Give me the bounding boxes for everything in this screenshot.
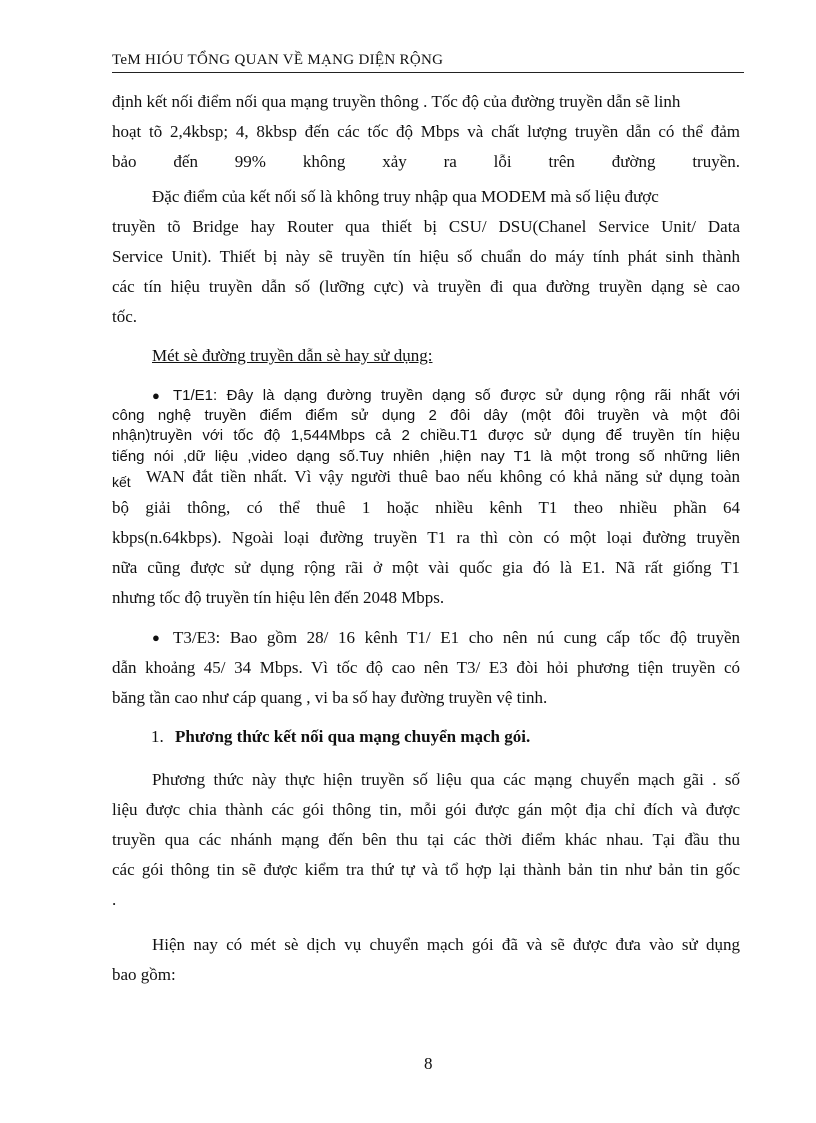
header-divider [112, 72, 744, 73]
list-item-line: nhưng tốc độ truyền tín hiệu lên đến 2048 Mbps. [112, 588, 445, 607]
list-item-line: băng tần cao như cáp quang , vi ba số hay đường truyền vệ tinh. [112, 688, 548, 707]
list-item-line: dẫn khoảng 45/ 34 Mbps. Vì tốc độ cao nên T3/ E3 đòi hỏi phương tiện truyền có [112, 658, 740, 677]
list-item-line: nữa cũng được sử dụng rộng rãi ở một vài quốc gia đó là E1. Nã rất giống T1 [112, 558, 740, 577]
list-item-line: tiếng nói ,dữ liệu ,video dạng số.Tuy nhiên ,hiện nay T1 là một trong số những liên [112, 448, 740, 465]
list-item-line: T1/E1: Đây là dạng đường truyền dạng số được sử dụng rộng rãi nhất với [173, 387, 740, 404]
list-item-line: WAN đắt tiền nhất. Vì vậy người thuê bao nếu không có khả năng sử dụng toàn [146, 467, 740, 486]
list-item-line: bộ giải thông, có thể thuê 1 hoặc nhiều kênh T1 theo nhiều phần 64 [112, 498, 740, 517]
section-number: 1. [151, 727, 164, 746]
paragraph-line: tốc. [112, 307, 138, 326]
list-item-line: kbps(n.64kbps). Ngoài loại đường truyền T1 ra thì còn có một loại đường truyền [112, 528, 740, 547]
paragraph-line: bao gồm: [112, 965, 176, 984]
paragraph-line: hoạt tõ 2,4kbsp; 4, 8kbsp đến các tốc độ Mbps và chất lượng truyền dẫn có thể đảm [112, 122, 740, 141]
section-title: Phương thức kết nối qua mạng chuyển mạch gói. [175, 727, 531, 746]
list-item-line: nhận)truyền với tốc độ 1,544Mbps cả 2 chiều.T1 được sử dụng để truyền tín hiệu [112, 427, 740, 444]
list-heading: Mét sè đường truyền dẫn sè hay sử dụng: [152, 346, 433, 365]
page-header-title: TeM HIÓU TỔNG QUAN VỀ MẠNG DIỆN RỘNG [112, 52, 444, 68]
paragraph-line: Service Unit). Thiết bị này sẽ truyền tín hiệu số chuẩn do máy tính phát sinh thành [112, 247, 740, 266]
paragraph-line: định kết nối điểm nối qua mạng truyền thông . Tốc độ của đường truyền dẫn sẽ linh [112, 92, 681, 111]
paragraph-line: liệu được chia thành các gói thông tin, mỗi gói được gán một địa chỉ đích và được [112, 800, 740, 819]
bullet-icon: ● [152, 388, 160, 403]
list-item-line: T3/E3: Bao gồm 28/ 16 kênh T1/ E1 cho nên nú cung cấp tốc độ truyền [173, 628, 740, 647]
paragraph-line: . [112, 890, 117, 909]
paragraph-line: Hiện nay có mét sè dịch vụ chuyển mạch gói đã và sẽ được đưa vào sử dụng [152, 935, 740, 954]
paragraph-line: truyền tõ Bridge hay Router qua thiết bị CSU/ DSU(Chanel Service Unit/ Data [112, 217, 740, 236]
paragraph-line: các tín hiệu truyền dẫn số (lưỡng cực) và truyền đi qua đường truyền dạng sè cao [112, 277, 740, 296]
list-item-line: công nghệ truyền điểm điểm sử dụng 2 đôi dây (một đôi truyền và một đôi [112, 407, 740, 424]
paragraph-line: các gói thông tin sẽ được kiểm tra thứ tự và tổ hợp lại thành bản tin như bản tin gốc [112, 860, 740, 879]
page-number: 8 [424, 1054, 433, 1073]
paragraph-line: Phương thức này thực hiện truyền số liệu qua các mạng chuyển mạch gãi . số [152, 770, 740, 789]
list-item-line: kết [112, 474, 131, 490]
paragraph-line: Đặc điểm của kết nối số là không truy nhập qua MODEM mà số liệu được [152, 187, 659, 206]
paragraph-line: bảo đến 99% không xảy ra lỗi trên đường truyền. [112, 152, 740, 171]
paragraph-line: truyền qua các nhánh mạng đến bên thu tại các thời điểm khác nhau. Tại đầu thu [112, 830, 740, 849]
bullet-icon: ● [152, 630, 160, 645]
